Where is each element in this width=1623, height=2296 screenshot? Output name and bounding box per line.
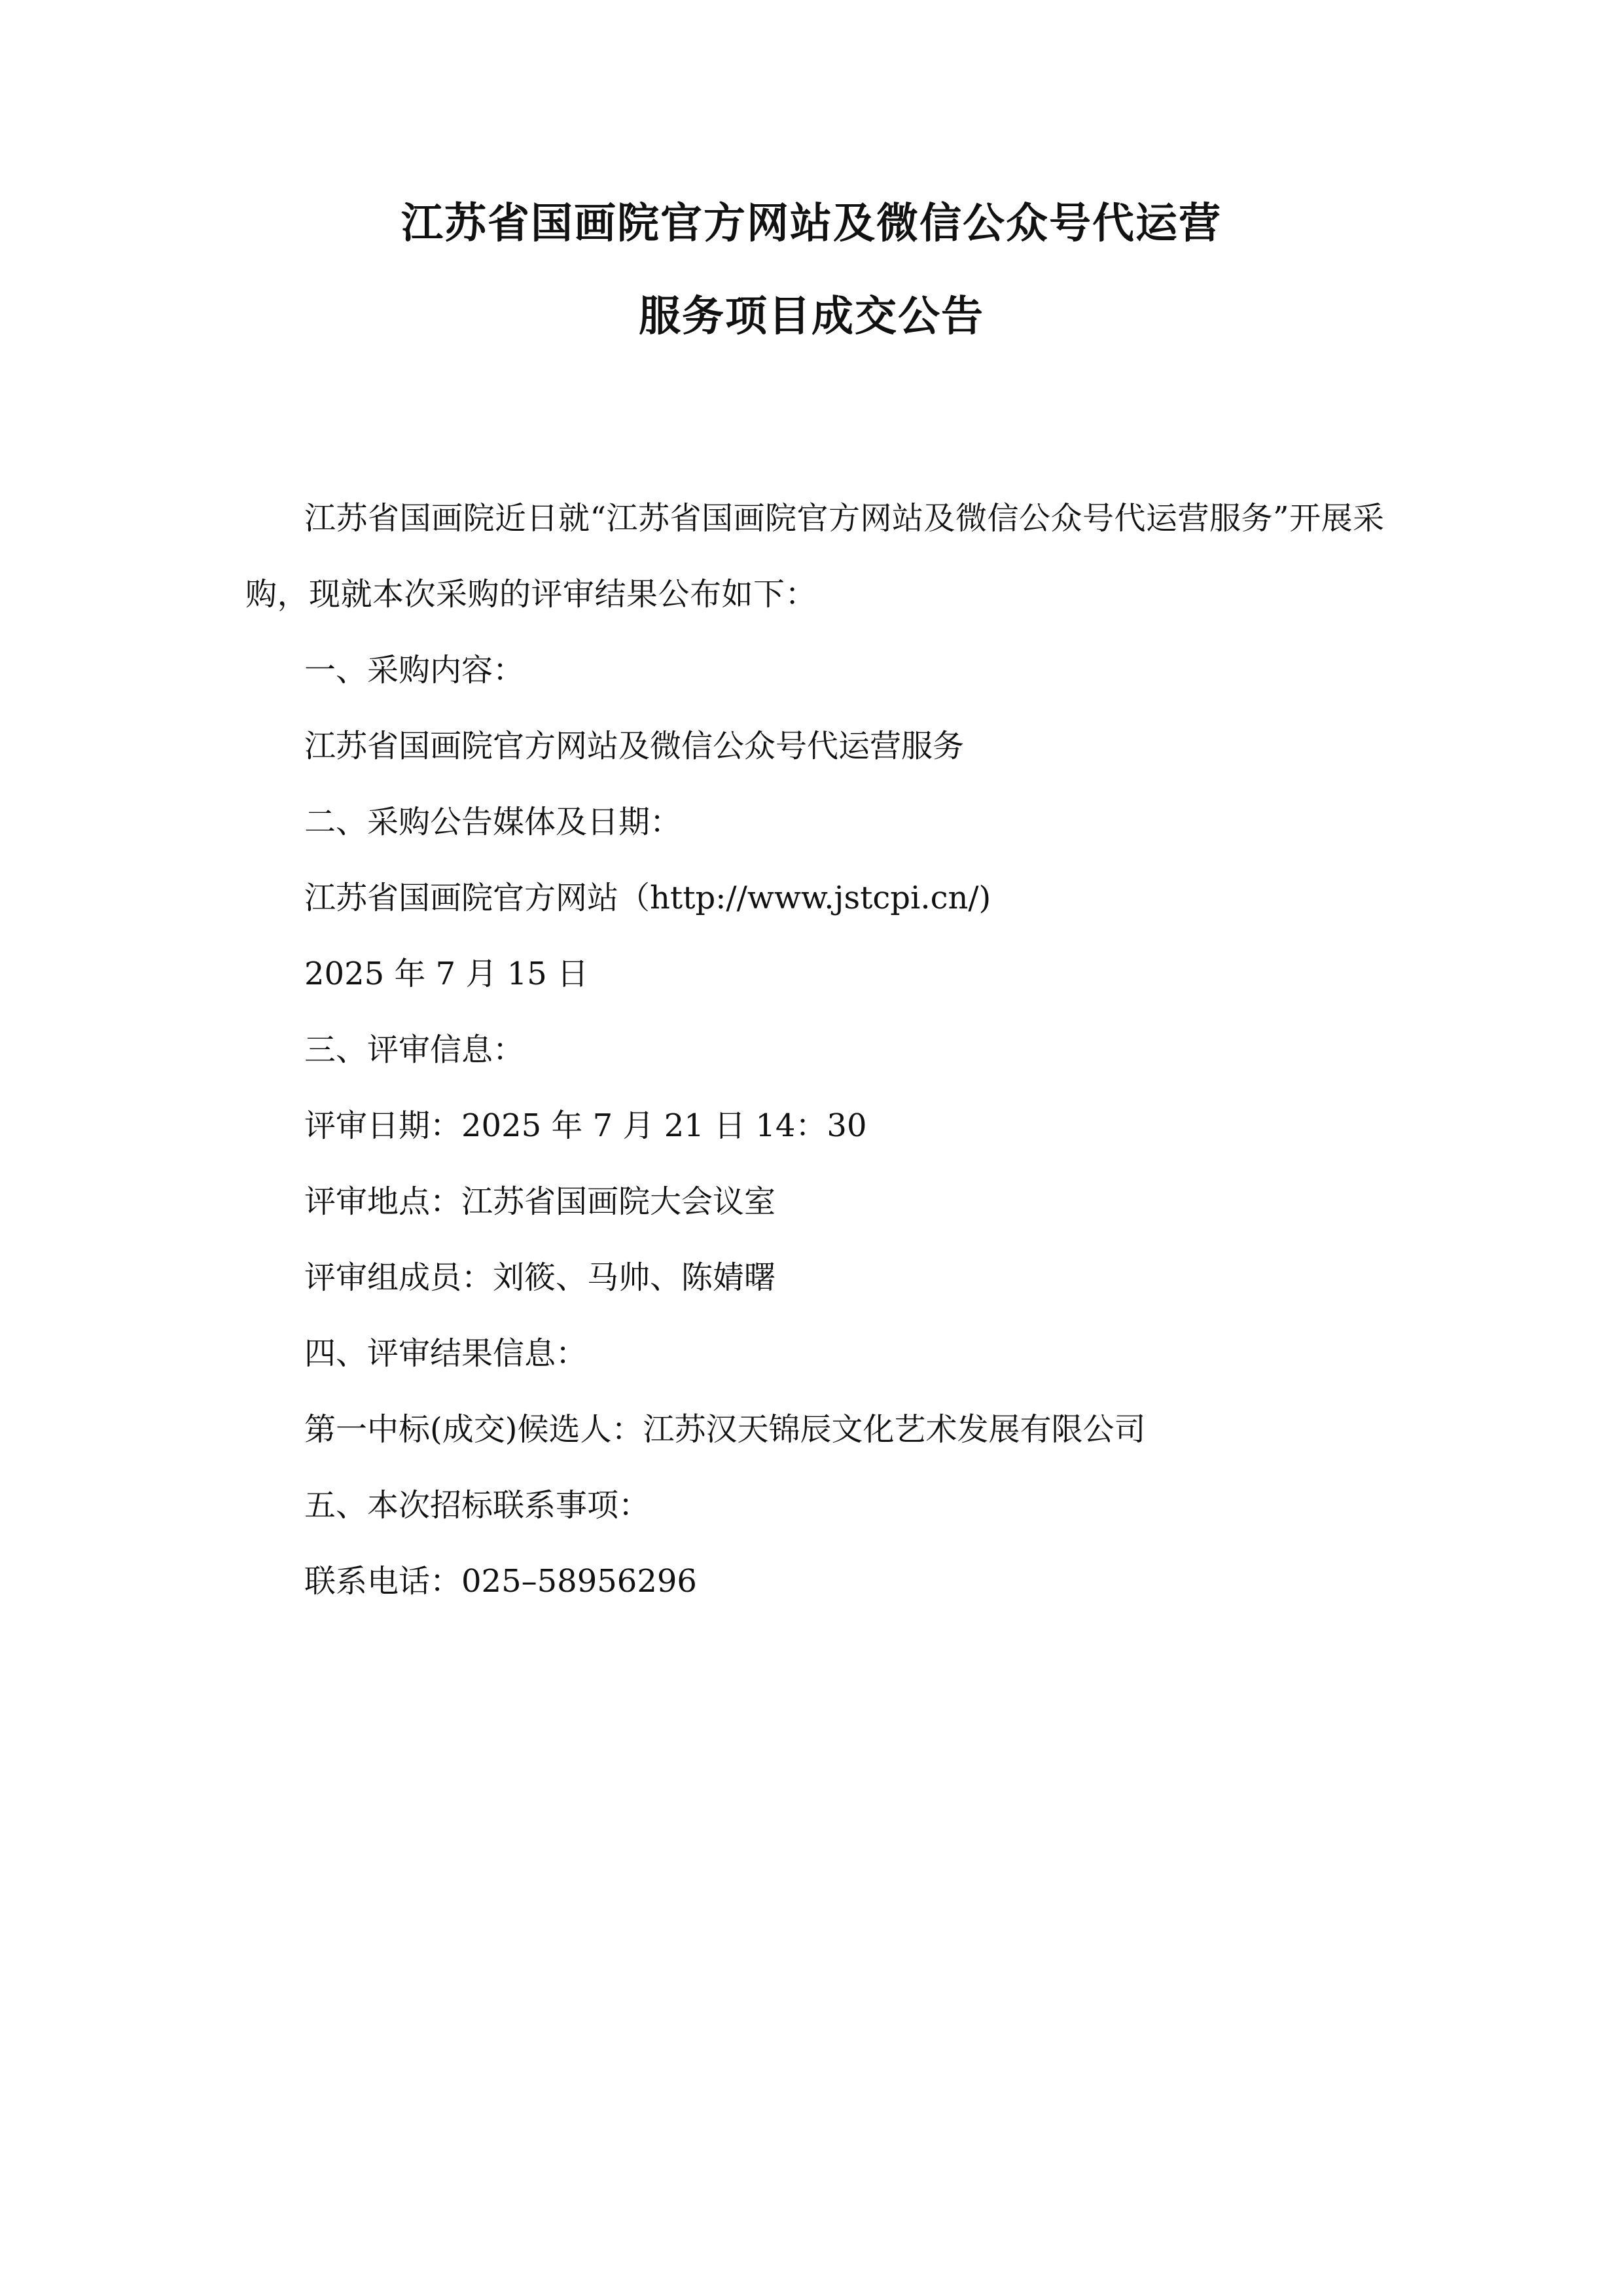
- winning-candidate: 第一中标(成交)候选人：江苏汉天锦辰文化艺术发展有限公司: [304, 1411, 1146, 1448]
- section4-heading: 四、评审结果信息：: [304, 1335, 588, 1372]
- document-body: [245, 480, 1387, 1619]
- contact-phone: 联系电话：025–58956296: [304, 1563, 697, 1600]
- section2-heading: 二、采购公告媒体及日期：: [304, 804, 682, 840]
- section3-heading: 三、评审信息：: [304, 1031, 525, 1068]
- document-title: [0, 200, 1623, 341]
- review-members: 评审组成员：刘筱、马帅、陈婧曙: [304, 1259, 776, 1296]
- section2-media: 江苏省国画院官方网站（http://www.jstcpi.cn/): [304, 880, 991, 916]
- title-line-1: 江苏省国画院官方网站及微信公众号代运营: [401, 200, 1222, 248]
- section2-date: 2025 年 7 月 15 日: [304, 956, 589, 992]
- section5-heading: 五、本次招标联系事项：: [304, 1487, 651, 1524]
- intro-paragraph: 江苏省国画院近日就“江苏省国画院官方网站及微信公众号代运营服务”开展采购，现就本次采购的评审结果公布如下：: [245, 500, 1385, 613]
- section1-content: 江苏省国画院官方网站及微信公众号代运营服务: [304, 728, 965, 764]
- section1-heading: 一、采购内容：: [304, 652, 525, 689]
- review-date: 评审日期：2025 年 7 月 21 日 14：30: [304, 1107, 867, 1144]
- review-location: 评审地点：江苏省国画院大会议室: [304, 1183, 776, 1220]
- title-line-2: 服务项目成交公告: [639, 293, 984, 341]
